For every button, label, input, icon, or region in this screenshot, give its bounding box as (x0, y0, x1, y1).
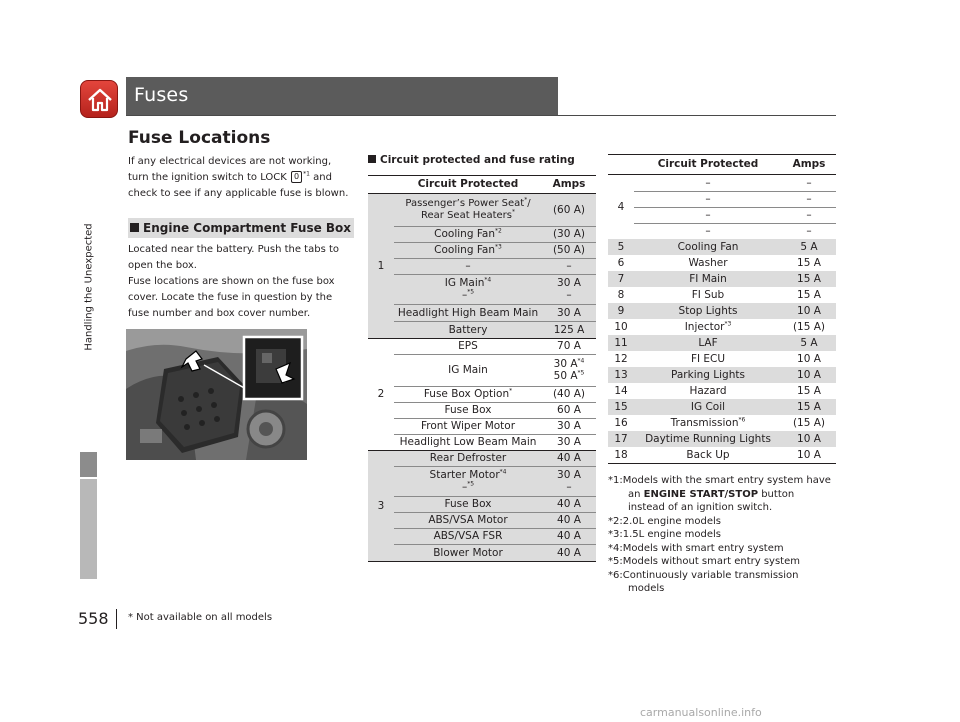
amps-cell: 10 A (797, 369, 821, 381)
amps-cell: – (806, 177, 812, 189)
square-bullet-icon (130, 223, 139, 232)
footnote-ref[interactable]: *1 (303, 170, 310, 178)
fuse-table-primary (368, 172, 596, 562)
amps-cell: 60 A (557, 404, 581, 416)
table-row: ABS/VSA Motor (428, 514, 508, 526)
amps-cell: 15 A (797, 401, 821, 413)
table-row: Daytime Running Lights (645, 433, 771, 445)
intro-paragraph: If any electrical devices are not working, turn the ignition switch to LOCK 0 $^{*1}$ and check to see if any applicable fuse is blown. (128, 156, 349, 199)
page-number: 558 (78, 609, 109, 628)
amps-cell: 15 A (797, 385, 821, 397)
header-rule (126, 115, 836, 116)
amps-cell: 125 A (553, 323, 585, 336)
table-row: Fuse Box Option* (423, 387, 513, 400)
amps-cell: 70 A (557, 340, 581, 352)
fuse-table-secondary (608, 154, 836, 468)
table-row: Fuse Box (444, 404, 492, 416)
table-row: Parking Lights (671, 369, 745, 381)
fuse-number: 9 (617, 305, 625, 317)
amps-cell: 10 A (797, 353, 821, 365)
amps-cell: 40 A (557, 546, 581, 559)
amps-cell: (15 A) (792, 417, 826, 429)
table-row: Cooling Fan$^{*2}$ (434, 227, 502, 240)
amps-cell: 15 A (797, 273, 821, 285)
table-row: – (705, 209, 711, 221)
square-bullet-icon (368, 155, 376, 163)
amps-cell: (30 A) (552, 228, 586, 240)
table-row: Cooling Fan$^{*3}$ (434, 243, 502, 256)
amps-cell: 40 A (557, 514, 581, 526)
fuse-number: 5 (617, 241, 625, 253)
fuse-number: 10 (614, 321, 628, 333)
table-row: Cooling Fan (677, 241, 739, 253)
table-row: Washer (688, 257, 728, 269)
table-row: Injector$^{*3}$ (684, 320, 732, 333)
group-number: 2 (377, 388, 385, 400)
col-header-circuit: Circuit Protected (417, 178, 519, 190)
fuse-number: 6 (617, 257, 625, 269)
table-row: – (705, 193, 711, 205)
fuse-number: 15 (614, 401, 628, 413)
table-row: FI Sub (691, 289, 725, 301)
amps-cell: 10 A (797, 433, 821, 445)
section-title: Fuse Locations (128, 128, 271, 148)
amps-cell: 40 A (557, 498, 581, 510)
amps-cell: (60 A) (552, 204, 586, 216)
engine-compartment-photo (126, 329, 307, 460)
table-bottom-rule (608, 463, 836, 464)
amps-cell: 30 $A^{*4}$ 50 $A^{*5}$ (553, 357, 585, 382)
amps-cell: 30 A (557, 306, 581, 319)
fuse-number: 17 (614, 433, 628, 445)
footnote: *6:Continuously variable transmission models (608, 569, 799, 594)
footnote: *3:1.5L engine models (608, 529, 722, 540)
amps-cell: – (806, 209, 812, 221)
table-row: – (705, 177, 711, 189)
fuse-number: 7 (617, 273, 625, 285)
amps-cell: 30 A – (557, 277, 581, 301)
group-number: 1 (377, 260, 385, 272)
chapter-title: Fuses (134, 84, 189, 106)
fuse-number: 13 (614, 369, 628, 381)
table-row: Hazard (689, 385, 727, 397)
fuse-number: 8 (617, 289, 625, 301)
table-row: IG Main (448, 364, 488, 376)
watermark: carmanualsonline.info (640, 706, 762, 719)
amps-cell: – (566, 260, 572, 272)
table-row: Front Wiper Motor (420, 420, 516, 432)
amps-cell: 10 A (797, 449, 821, 461)
table-row: Back Up (686, 449, 730, 461)
home-button[interactable] (80, 80, 118, 118)
sub-heading: Engine Compartment Fuse Box (128, 218, 354, 238)
footer-note: * Not available on all models (128, 612, 273, 623)
footer-divider (116, 609, 117, 629)
location-paragraph: Located near the battery. Push the tabs to open the box. Fuse locations are shown on the fuse box cover. Locate the fuse in question by the fuse number and box cover number. (128, 244, 340, 319)
table-row: Passenger’s Power Seat*/ Rear Seat Heaters* (405, 196, 531, 221)
header-bar (126, 77, 558, 115)
amps-cell: (40 A) (552, 388, 586, 400)
footnotes (608, 474, 840, 596)
table-row: Blower Motor (433, 546, 503, 559)
amps-cell: 30 A (557, 420, 581, 432)
col-header-amps: Amps (792, 158, 826, 170)
table-row: – (705, 225, 711, 237)
col-header-amps: Amps (552, 178, 586, 190)
fuse-number: 14 (614, 385, 628, 397)
table-heading: Circuit protected and fuse rating (368, 154, 575, 166)
table-row: FI ECU (690, 353, 726, 365)
footnote: *2:2.0L engine models (608, 515, 722, 527)
amps-cell: – (806, 225, 812, 237)
amps-cell: (15 A) (792, 321, 826, 333)
col-header-circuit: Circuit Protected (657, 158, 759, 170)
table-row: Starter Motor$^{*4}$ –$^{*5}$ (429, 468, 507, 493)
fuse-box-illustration (126, 329, 307, 460)
table-row: Stop Lights (678, 305, 738, 317)
fuse-number: 18 (614, 449, 628, 461)
amps-cell: – (806, 193, 812, 205)
amps-cell: 5 A (800, 241, 818, 253)
table-row: LAF (698, 337, 718, 349)
footnote: *1:Models with the smart entry system have an ENGINE START/STOP button instead of an ignition switch. (608, 475, 831, 513)
fuse-number: 11 (614, 337, 628, 349)
table-row: IG Coil (690, 401, 726, 413)
table-row: IG Main$^{*4}$ –$^{*5}$ (444, 276, 492, 301)
amps-cell: 40 A (557, 452, 581, 464)
home-icon (86, 86, 114, 114)
amps-cell: 40 A (557, 530, 581, 542)
table-row: ABS/VSA FSR (433, 530, 503, 542)
fuse-number: 12 (614, 353, 628, 365)
sidebar-tab-strip[interactable] (80, 479, 97, 579)
table-row: FI Main (689, 273, 727, 285)
sidebar-tab-active[interactable] (80, 452, 97, 477)
group-number: 3 (377, 500, 385, 512)
table-row: Fuse Box (444, 498, 492, 510)
lock-key-icon: 0 (291, 171, 302, 183)
footnote: *4:Models with smart entry system (608, 542, 784, 554)
table-row: Transmission$^{*6}$ (670, 416, 746, 429)
amps-cell: 30 A (557, 436, 581, 448)
amps-cell: 15 A (797, 289, 821, 301)
footnote: *5:Models without smart entry system (608, 556, 800, 567)
fuse-number: 4 (617, 201, 625, 213)
table-row: Headlight Low Beam Main (399, 436, 537, 448)
amps-cell: 30 A – (557, 469, 581, 493)
table-row: – (465, 260, 471, 272)
table-row: Headlight High Beam Main (397, 306, 539, 319)
table-row: Rear Defroster (429, 452, 507, 464)
table-row: Battery (448, 323, 488, 336)
amps-cell: 5 A (800, 337, 818, 349)
amps-cell: 15 A (797, 257, 821, 269)
amps-cell: 10 A (797, 305, 821, 317)
table-row: EPS (458, 340, 478, 352)
sidebar-chapter-label[interactable]: Handling the Unexpected (83, 223, 94, 351)
fuse-number: 16 (614, 417, 628, 429)
amps-cell: (50 A) (552, 244, 586, 256)
